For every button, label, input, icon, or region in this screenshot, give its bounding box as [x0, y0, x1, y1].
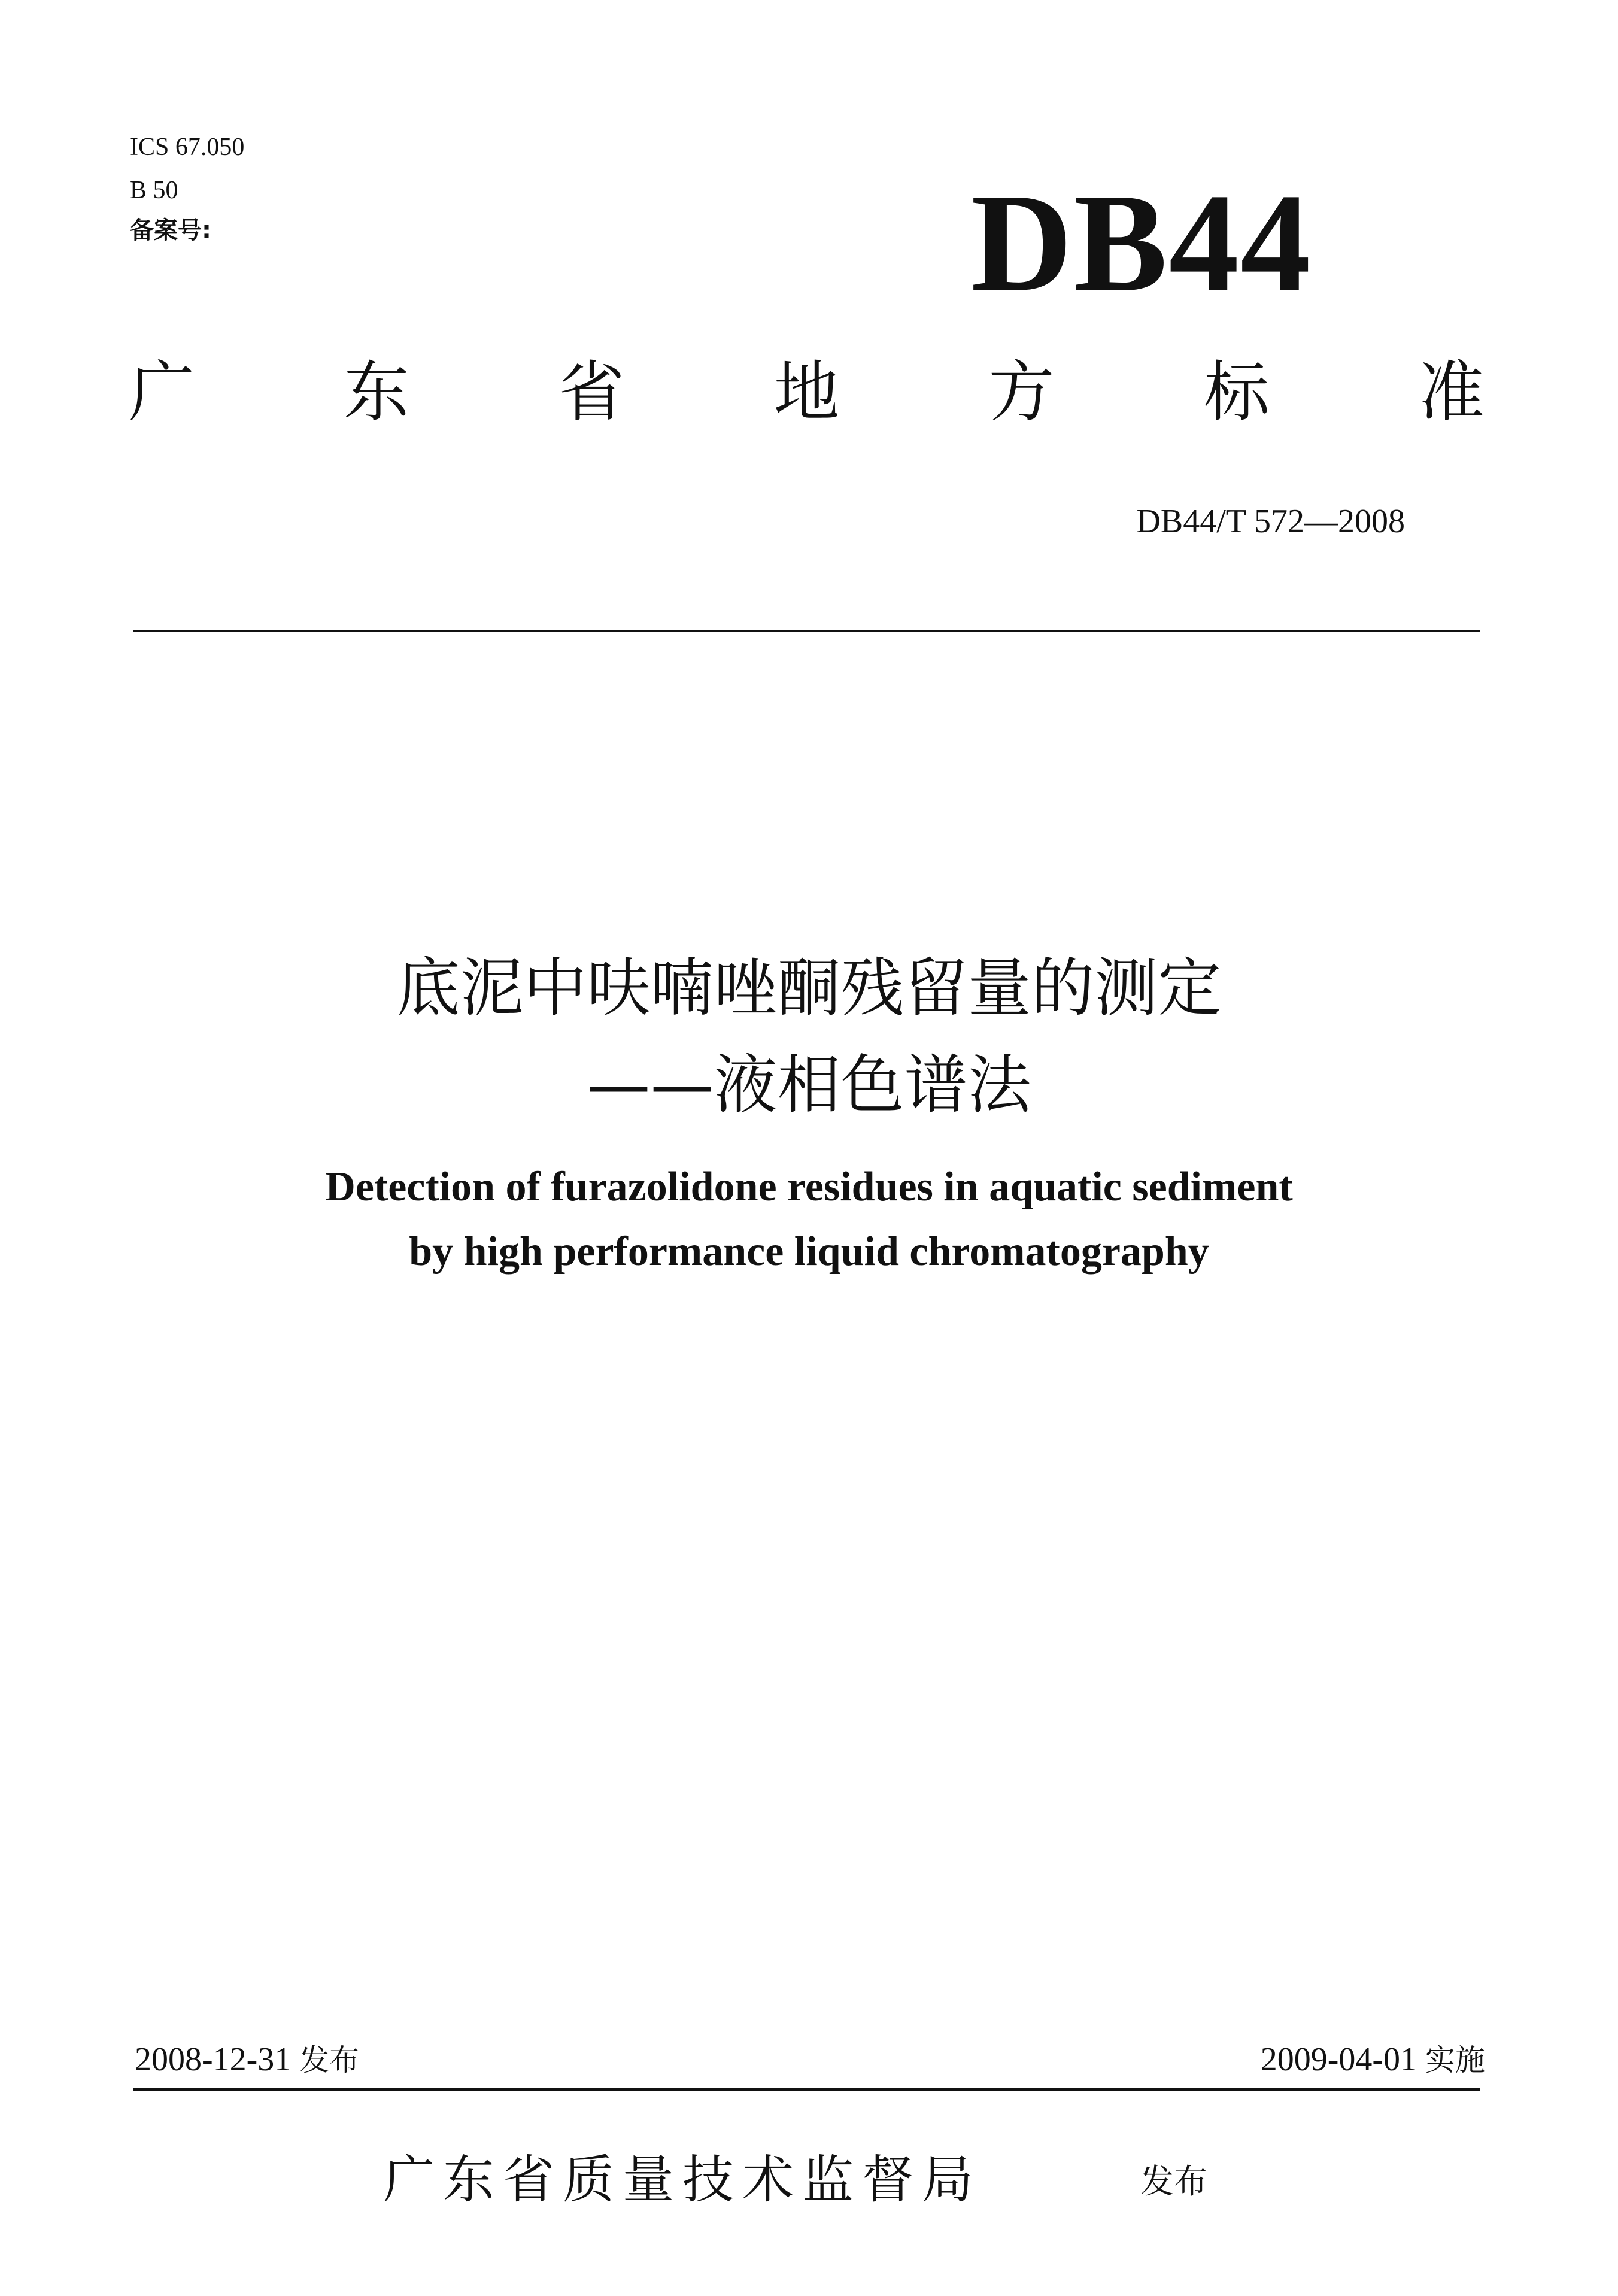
title-en-line1: Detection of furazolidone residues in aquatic sediment [325, 1164, 1293, 1210]
standard-type-char: 准 [1418, 354, 1485, 430]
standard-type-char: 东 [344, 354, 410, 430]
top-divider [133, 630, 1480, 632]
standard-type-heading [129, 354, 1485, 430]
ccs-code: B 50 [130, 177, 178, 204]
implement-date: 2009-04-01 [1260, 2041, 1417, 2078]
standard-type-char: 广 [129, 354, 195, 430]
record-number-label: 备案号: [130, 217, 211, 244]
title-en-line2: by high performance liquid chromatography [409, 1229, 1209, 1275]
standard-code-logo: DB44 [971, 165, 1312, 320]
standard-type-char: 标 [1203, 354, 1270, 430]
publisher-name: 广东省质量技术监督局 [383, 2150, 982, 2210]
issue-label: 发布 [299, 2043, 360, 2077]
standard-type-char: 省 [558, 354, 625, 430]
title-cn-line1: 底泥中呋喃唑酮残留量的测定 [396, 951, 1222, 1025]
issue-date-line [135, 2043, 359, 2076]
standard-number: DB44/T 572—2008 [1136, 503, 1405, 540]
standard-type-char: 方 [988, 354, 1055, 430]
bottom-divider [133, 2088, 1480, 2091]
implement-date-line [1261, 2043, 1485, 2076]
implement-label: 实施 [1425, 2043, 1485, 2077]
title-cn-line2: ——液相色谱法 [587, 1048, 1031, 1122]
publisher-action: 发布 [1140, 2162, 1207, 2201]
standard-type-char: 地 [773, 354, 840, 430]
issue-date: 2008-12-31 [135, 2041, 292, 2078]
ics-code: ICS 67.050 [130, 134, 245, 161]
